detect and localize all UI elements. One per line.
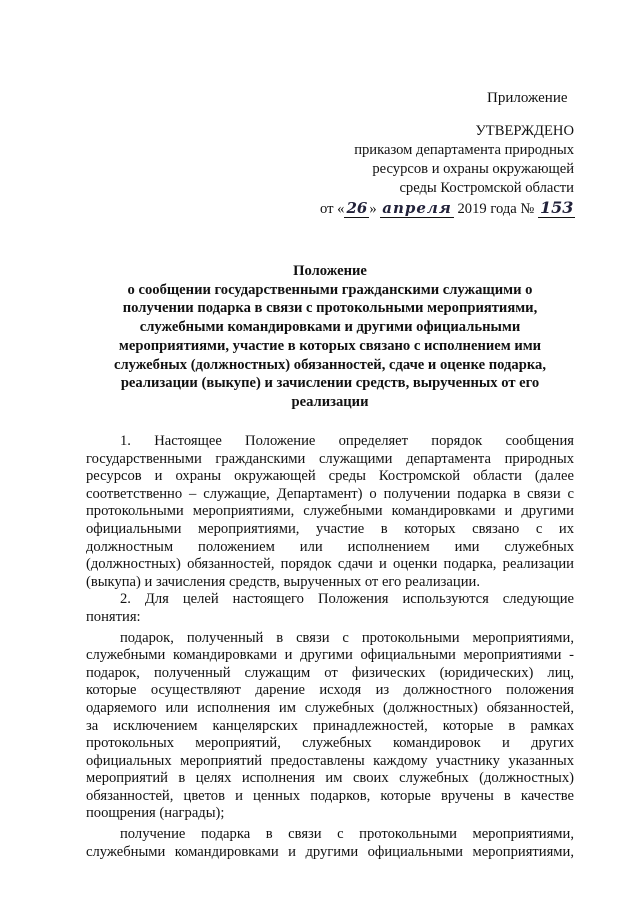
text-line: (выкупа) и зачисления средств, вырученных от его реализации. — [86, 573, 480, 590]
text-line: получение подарка в связи с протокольными мероприятиями, — [120, 826, 574, 843]
approved-line: УТВЕРЖДЕНО — [475, 123, 574, 139]
handwritten-month: апреля — [382, 199, 452, 217]
text-line: 1. Настоящее Положение определяет порядок сообщения — [120, 433, 574, 449]
title-line: служебных (должностных) обязанностей, сдаче и оценке подарка, — [114, 356, 546, 373]
text-line: служебными командировками и другими официальными мероприятиями, — [86, 843, 574, 860]
approval-block — [320, 122, 574, 219]
title-line: служебными командировками и другими официальными — [139, 319, 521, 336]
title-line: мероприятиями, участие в которых связано с исполнением ими — [118, 337, 542, 354]
paragraph-4 — [86, 826, 574, 861]
text-line: которые осуществляют дарение исходя из должностного положения — [86, 682, 574, 699]
document-body — [86, 433, 574, 861]
text-line: подарок, полученный служащим от физических (юридических) лиц, — [86, 664, 574, 681]
date-prefix: от « — [320, 201, 345, 217]
date-mid: » — [369, 201, 377, 217]
text-line: обязанностей, цветов и ценных подарков, которые вручены в качестве — [86, 787, 574, 804]
date-suffix: 2019 года № — [457, 201, 535, 217]
order-date-line — [320, 198, 574, 219]
text-line: государственными гражданскими служащими департамента природных — [86, 450, 574, 467]
appendix-label: Приложение — [487, 90, 568, 106]
paragraph-1 — [86, 433, 574, 591]
text-line: 2. Для целей настоящего Положения используются следующие — [120, 591, 574, 608]
title-line: реализации — [291, 393, 369, 410]
title-line: реализации (выкупе) и зачислении средств, вырученных от его — [120, 375, 540, 392]
title-heading: Положение — [293, 263, 367, 279]
text-line: должностным положением или исполнением ими служебных — [86, 538, 574, 555]
approved-line: среды Костромской области — [399, 180, 574, 196]
handwritten-order-number: 153 — [539, 198, 574, 217]
text-line: поощрения (награды); — [86, 805, 225, 822]
paragraph-3 — [86, 630, 574, 824]
approved-line: ресурсов и охраны окружающей — [372, 161, 574, 177]
handwritten-day: 26 — [346, 199, 368, 217]
text-line: официальных мероприятий предоставлены каждому участнику указанных — [86, 752, 574, 769]
title-line: получении подарка в связи с протокольными мероприятиями, — [122, 300, 538, 317]
text-line: понятия: — [86, 608, 141, 625]
text-line: за исключением канцелярских принадлежностей, которые в рамках — [86, 717, 574, 734]
text-line: одаряемого или исполнения им служебных (должностных) обязанностей, — [86, 699, 574, 716]
text-line: протокольных мероприятий, служебных командировок и других — [86, 735, 574, 752]
approved-line: приказом департамента природных — [354, 142, 574, 158]
text-line: протокольными мероприятиями, служебными командировками и другими — [86, 503, 574, 520]
document-title — [60, 262, 600, 412]
text-line: подарок, полученный в связи с протокольными мероприятиями, — [120, 629, 574, 646]
text-line: официальными мероприятиями, участие в которых связано с их — [86, 520, 574, 537]
text-line: (должностных) обязанностей, порядок сдачи и оценки подарка, реализации — [86, 556, 574, 573]
text-line: мероприятий в целях исполнения им своих служебных (должностных) — [86, 770, 574, 787]
text-line: служебными командировками и другими официальными мероприятиями - — [86, 647, 574, 664]
title-line: о сообщении государственными гражданскими служащими о — [127, 281, 533, 298]
paragraph-2 — [86, 591, 574, 626]
text-line: соответственно – служащие, Департамент) о получении подарка в связи с — [86, 485, 574, 502]
text-line: ресурсов и охраны окружающей среды Костромской области (далее — [86, 468, 574, 485]
